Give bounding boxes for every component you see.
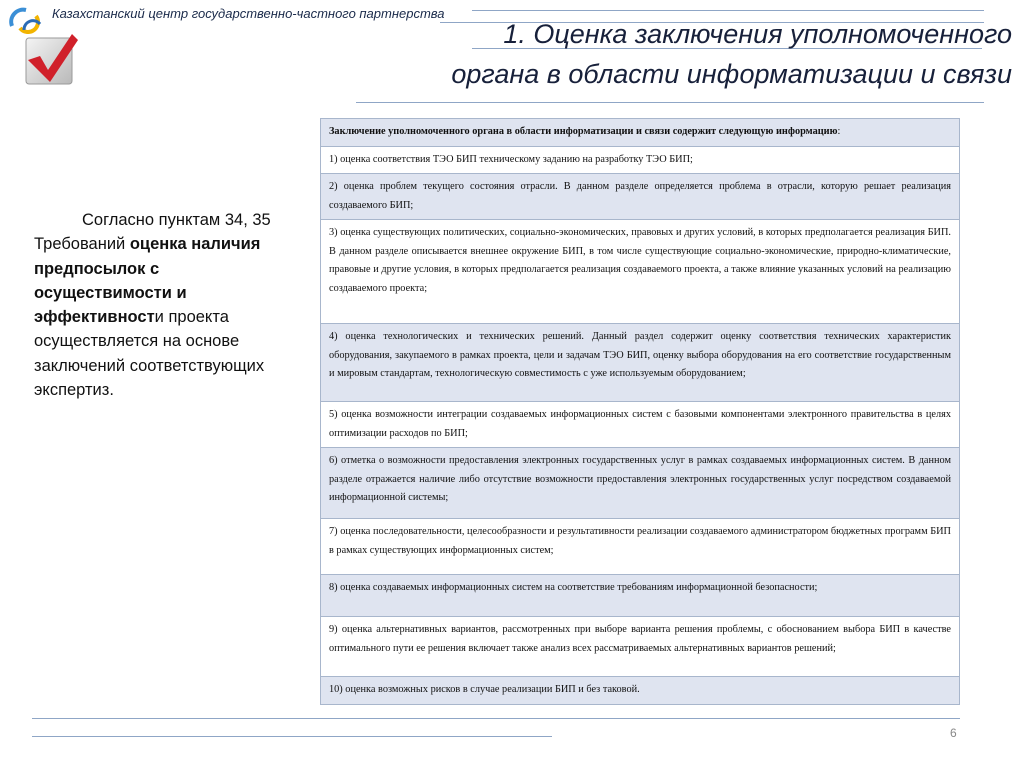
bottom-rule-line — [32, 736, 552, 737]
table-cell: 7) оценка последовательности, целесообразности и результативности реализации создаваемого администратором бюджетных программ БИП в рамках существующих информационных систем; — [321, 519, 960, 575]
intro-text: и проекта осуществляется на основе заключений соответствующих экспертиз. — [34, 308, 265, 400]
table-cell: 4) оценка технологических и технических решений. Данный раздел содержит оценку соответствия технических характеристик оборудования, закупаемого в рамках проекта, цели и задачам ТЭО БИП, оценку выбора оборудования на его соответствие государственным и мировым стандартам, технологическую совместимость с уже используемым оборудованием; — [321, 324, 960, 402]
top-rule-line — [472, 10, 984, 11]
title-rule-line — [356, 102, 984, 103]
table-row — [321, 519, 960, 575]
table-cell: 9) оценка альтернативных вариантов, рассмотренных при выборе варианта решения проблемы, с обоснованием выбора БИП в качестве оптимального пути ее решения включает также анализ всех рассматриваемых альтернативных вариантов решений; — [321, 617, 960, 677]
table-cell: 8) оценка создаваемых информационных систем на соответствие требованиям информационной безопасности; — [321, 575, 960, 617]
table-cell: 1) оценка соответствия ТЭО БИП техническому заданию на разработку ТЭО БИП; — [321, 146, 960, 174]
page-title — [252, 14, 1012, 94]
table-row — [321, 146, 960, 174]
table-header-colon: : — [837, 126, 841, 137]
table-row — [321, 402, 960, 448]
table-row — [321, 448, 960, 519]
intro-paragraph — [34, 208, 288, 402]
intro-text: Согласно пунктам 34, 35 Требований — [34, 211, 271, 254]
table-cell: 3) оценка существующих политических, социально-экономических, правовых и других условий, в которых предполагается реализация БИП. В данном разделе описывается внешнее окружение БИП, в том числе существующие социально-экономические, природно-климатические, правовые и другие условия, в которых предполагается реализация создаваемого проекта, а также влияние указанных условий на реализацию создаваемого проекта; — [321, 220, 960, 324]
table-cell: 10) оценка возможных рисков в случае реализации БИП и без таковой. — [321, 677, 960, 705]
table-header-text: Заключение уполномоченного органа в области информатизации и связи содержит следующую информацию — [329, 126, 838, 137]
title-line: органа в области информатизации и связи — [451, 59, 1012, 89]
organization-name: Казахстанский центр государственно-частного партнерства — [52, 6, 445, 21]
requirements-table — [320, 118, 960, 705]
page-number: 6 — [950, 726, 957, 740]
table-header-row — [321, 119, 960, 147]
table-row — [321, 575, 960, 617]
checkmark-logo-icon — [22, 30, 80, 90]
table-cell: 2) оценка проблем текущего состояния отрасли. В данном разделе определяется проблема в отрасли, которую решает реализация создаваемого БИП; — [321, 174, 960, 220]
table-row — [321, 220, 960, 324]
intro-bold-text: оценка наличия предпосылок с осуществимости и эффективност — [34, 235, 261, 327]
table-cell: 6) отметка о возможности предоставления электронных государственных услуг в рамках создаваемых информационных систем. В данном разделе отражается наличие либо отсутствие возможности предоставления электронных государственных услуг посредством создаваемой информационной системы; — [321, 448, 960, 519]
table-cell: 5) оценка возможности интеграции создаваемых информационных систем с базовыми компонентами электронного правительства в целях оптимизации расходов по БИП; — [321, 402, 960, 448]
table-row — [321, 617, 960, 677]
table-row — [321, 677, 960, 705]
table-row — [321, 174, 960, 220]
table-header-cell — [321, 119, 960, 147]
bottom-rule-line — [32, 718, 960, 719]
table-row — [321, 324, 960, 402]
title-line: 1. Оценка заключения уполномоченного — [503, 19, 1012, 49]
